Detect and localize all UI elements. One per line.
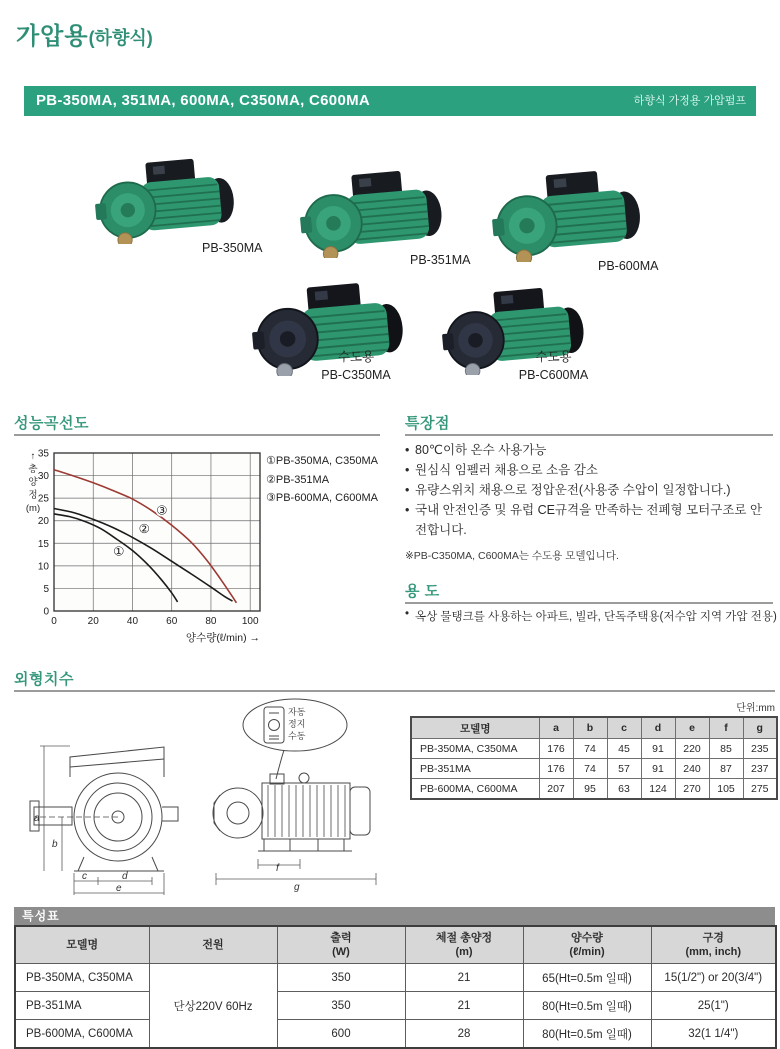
- svg-text:①: ①: [113, 544, 125, 559]
- cell-a: 176: [539, 739, 573, 759]
- product-image-pb-350ma: [95, 158, 247, 244]
- cell-a: 207: [539, 779, 573, 800]
- col-header-a: a: [539, 717, 573, 739]
- model-list-label: PB-350MA, 351MA, 600MA, C350MA, C600MA: [36, 92, 371, 109]
- cell-bore: 25(1"): [651, 992, 776, 1020]
- cell-bore: 15(1/2") or 20(3/4"): [651, 964, 776, 992]
- svg-text:20: 20: [37, 516, 49, 528]
- cell-f: 87: [709, 759, 743, 779]
- dim-label-a: a: [34, 813, 40, 824]
- cell-head: 28: [405, 1020, 523, 1049]
- svg-text:0: 0: [51, 616, 57, 627]
- table-row: [411, 759, 777, 779]
- product-label-pb-351ma: PB-351MA: [410, 253, 471, 267]
- svg-text:40: 40: [126, 616, 139, 627]
- page-title-main: 가압용: [16, 23, 89, 50]
- cell-output: 350: [277, 964, 405, 992]
- product-label-pb-c600ma: [506, 348, 601, 384]
- product-label-pb-c350ma: [310, 348, 402, 384]
- col-header-shutoff-head: [405, 926, 523, 964]
- legend-item-1: ①PB-350MA, C350MA: [266, 455, 378, 467]
- dim-label-d: d: [122, 871, 128, 882]
- cell-e: 270: [675, 779, 709, 800]
- cell-d: 91: [641, 739, 675, 759]
- table-row: [15, 964, 776, 992]
- cell-c: 63: [607, 779, 641, 800]
- cell-head: 21: [405, 992, 523, 1020]
- header-line1: 양수량: [571, 932, 603, 944]
- dim-label-b: b: [52, 839, 58, 850]
- product-type-label: 수도용: [535, 350, 572, 364]
- col-header-g: g: [743, 717, 777, 739]
- cell-output: 600: [277, 1020, 405, 1049]
- svg-text:5: 5: [43, 583, 49, 595]
- col-header-e: e: [675, 717, 709, 739]
- cell-b: 74: [573, 739, 607, 759]
- svg-text:25: 25: [37, 493, 49, 505]
- col-header-output: [277, 926, 405, 964]
- svg-text:양: 양: [28, 477, 38, 488]
- dim-label-e: e: [116, 883, 122, 894]
- feature-item: • 국내 안전인증 및 유럽 CE규격을 만족하는 전폐형 모터구조로 안전합니다.: [405, 500, 773, 540]
- feature-item: • 원심식 임펠러 채용으로 소음 감소: [405, 460, 773, 480]
- spec-section-bar: [14, 907, 775, 925]
- svg-text:0: 0: [43, 606, 49, 618]
- spec-table-header-row: [15, 926, 776, 964]
- svg-text:↑: ↑: [30, 451, 36, 462]
- section-title-dimensions: 외형치수: [14, 671, 74, 688]
- page-title-sub: (하향식): [88, 28, 153, 48]
- svg-text:100: 100: [241, 616, 259, 627]
- table-row: [15, 1020, 776, 1049]
- svg-text:80: 80: [205, 616, 217, 627]
- cell-model: PB-350MA, C350MA: [15, 964, 149, 992]
- product-label-pb-600ma: PB-600MA: [598, 259, 659, 273]
- cell-model: PB-351MA: [15, 992, 149, 1020]
- cell-output: 350: [277, 992, 405, 1020]
- dimensions-table-header-row: [411, 717, 777, 739]
- cell-flow: 65(Ht=0.5m 일때): [523, 964, 651, 992]
- col-header-c: c: [607, 717, 641, 739]
- table-row: [411, 779, 777, 800]
- header-line2: (mm, inch): [685, 946, 742, 958]
- cell-bore: 32(1 1/4"): [651, 1020, 776, 1049]
- legend-item-2: ②PB-351MA: [266, 473, 330, 486]
- table-row: [411, 739, 777, 759]
- features-list: [405, 440, 773, 540]
- cell-power-shared: 단상220V 60Hz: [149, 964, 277, 1049]
- cell-model: PB-600MA, C600MA: [411, 779, 539, 800]
- dim-label-f: f: [276, 863, 279, 874]
- dimension-drawing-front-view: [24, 733, 209, 908]
- section-title-performance: 성능곡선도: [14, 415, 89, 432]
- cell-d: 124: [641, 779, 675, 800]
- svg-text:③: ③: [156, 503, 168, 518]
- col-header-flow: [523, 926, 651, 964]
- svg-text:10: 10: [37, 561, 49, 573]
- dim-label-g: g: [294, 882, 300, 893]
- section-title-features: 특장점: [405, 415, 450, 432]
- callout-label-auto: 자동: [288, 707, 306, 717]
- header-line1: 구경: [702, 932, 724, 944]
- usage-item: • 옥상 물탱크를 사용하는 아파트, 빌라, 단독주택용(저수압 지역 가압 전용): [405, 608, 780, 624]
- cell-f: 85: [709, 739, 743, 759]
- col-header-f: f: [709, 717, 743, 739]
- cell-e: 220: [675, 739, 709, 759]
- svg-text:15: 15: [37, 538, 49, 550]
- header-line2: (ℓ/min): [569, 946, 605, 958]
- cell-flow: 80(Ht=0.5m 일때): [523, 992, 651, 1020]
- spec-table: [14, 925, 777, 1049]
- cell-head: 21: [405, 964, 523, 992]
- col-header-d: d: [641, 717, 675, 739]
- cell-c: 57: [607, 759, 641, 779]
- performance-curve-chart: [20, 443, 270, 648]
- cell-g: 235: [743, 739, 777, 759]
- divider: [14, 434, 380, 436]
- cell-model: PB-350MA, C350MA: [411, 739, 539, 759]
- table-row: [15, 992, 776, 1020]
- col-header-model: 모델명: [15, 926, 149, 964]
- product-model-label: PB-C350MA: [321, 368, 391, 382]
- section-title-usage: 용 도: [405, 583, 440, 600]
- cell-model: PB-351MA: [411, 759, 539, 779]
- cell-f: 105: [709, 779, 743, 800]
- svg-text:60: 60: [166, 616, 178, 627]
- cell-a: 176: [539, 759, 573, 779]
- header-line2: (W): [332, 946, 350, 958]
- product-model-label: PB-C600MA: [518, 368, 589, 382]
- svg-text:(m): (m): [25, 503, 41, 514]
- col-header-b: b: [573, 717, 607, 739]
- cell-g: 275: [743, 779, 777, 800]
- page-title: [16, 16, 153, 51]
- features-note: ※PB-C350MA, C600MA는 수도용 모델입니다.: [405, 550, 619, 562]
- header-line1: 체절 총양정: [435, 932, 493, 944]
- feature-item: • 80℃이하 온수 사용가능: [405, 440, 773, 460]
- svg-text:②: ②: [138, 522, 150, 537]
- dimensions-table: [410, 716, 778, 800]
- dimension-drawing-side-view: [200, 695, 405, 895]
- svg-text:20: 20: [87, 616, 99, 627]
- cell-flow: 80(Ht=0.5m 일때): [523, 1020, 651, 1049]
- section-title-spec: 특성표: [22, 909, 60, 923]
- model-header-bar: [24, 86, 756, 116]
- cell-b: 95: [573, 779, 607, 800]
- divider: [14, 690, 775, 692]
- cell-e: 240: [675, 759, 709, 779]
- divider: [405, 602, 773, 604]
- chart-legend: [266, 452, 401, 508]
- col-header-model: 모델명: [411, 717, 539, 739]
- category-label: 하향식 가정용 가압펌프: [633, 95, 746, 107]
- callout-label-stop: 정지: [288, 719, 306, 729]
- product-type-label: 수도용: [337, 350, 375, 364]
- col-header-power: 전원: [149, 926, 277, 964]
- product-image-pb-600ma: [492, 170, 654, 262]
- legend-item-3: ③PB-600MA, C600MA: [266, 492, 378, 504]
- svg-text:30: 30: [37, 471, 49, 483]
- col-header-bore: [651, 926, 776, 964]
- feature-item: • 유량스위치 채용으로 정압운전(사용중 수압이 일정합니다.): [405, 480, 773, 500]
- cell-b: 74: [573, 759, 607, 779]
- cell-d: 91: [641, 759, 675, 779]
- cell-model: PB-600MA, C600MA: [15, 1020, 149, 1049]
- header-line2: (m): [455, 946, 473, 958]
- unit-label: 단위:mm: [736, 703, 775, 714]
- product-image-pb-351ma: [300, 170, 455, 258]
- svg-text:35: 35: [37, 448, 49, 460]
- product-label-pb-350ma: PB-350MA: [202, 241, 263, 255]
- header-line1: 출력: [330, 932, 352, 944]
- callout-label-manual: 수동: [288, 731, 306, 741]
- divider: [405, 434, 773, 436]
- svg-text:정: 정: [28, 490, 38, 501]
- svg-text:양수량(ℓ/min) →: 양수량(ℓ/min) →: [185, 632, 260, 644]
- cell-g: 237: [743, 759, 777, 779]
- cell-c: 45: [607, 739, 641, 759]
- dim-label-c: c: [82, 871, 87, 882]
- svg-text:총: 총: [28, 464, 38, 475]
